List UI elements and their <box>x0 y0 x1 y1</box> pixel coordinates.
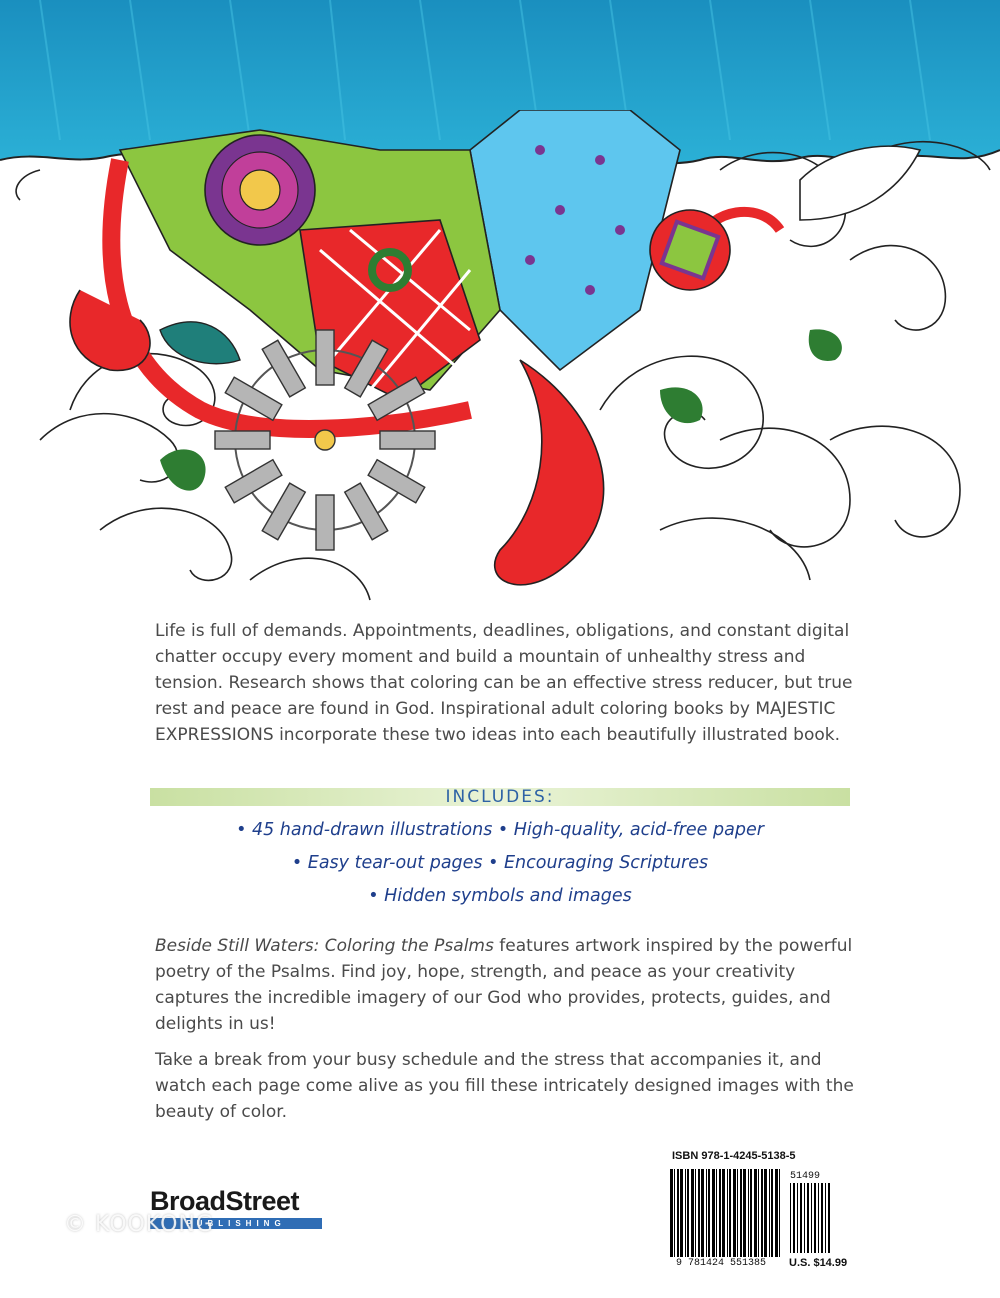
includes-line: • Hidden symbols and images <box>368 886 632 906</box>
barcode-digits: 9 781424 551385 <box>676 1258 767 1269</box>
includes-title: INCLUDES: <box>445 787 555 807</box>
leaf-icon <box>800 146 920 220</box>
isbn-label: ISBN 978-1-4245-5138-5 <box>672 1150 796 1162</box>
price-label: U.S. $14.99 <box>789 1257 848 1269</box>
flower-icon <box>205 135 315 245</box>
intro-paragraph: Life is full of demands. Appointments, deadlines, obligations, and constant digital chatter occupy every moment and build a mountain of unhealthy stress and tension. Research shows that coloring can be an effective stress reducer, but true rest and peace are found in God. Inspirational adult coloring books by MAJESTIC EXPRESSIONS incorporate these two ideas into each beautifully illustrated book. <box>155 621 853 745</box>
publisher-name: BroadStreet <box>150 1186 300 1216</box>
closing-paragraph: Take a break from your busy schedule and the stress that accompanies it, and watch each page come alive as you fill these intricately designed images with the beauty of color. <box>155 1050 854 1122</box>
watermark: © KOOKONG <box>64 1212 214 1237</box>
description-text: features artwork inspired by the powerful poetry of the Psalms. Find joy, hope, strength, and peace as your creativity captures the incredible imagery of our God who provides, protects, guides, and delights in us! <box>155 936 853 1034</box>
book-title: Beside Still Waters: Coloring the Psalms <box>155 936 494 956</box>
description-paragraph <box>155 933 855 1037</box>
barcode-addon: 51499 <box>790 1171 821 1182</box>
includes-line: • Easy tear-out pages • Encouraging Scriptures <box>291 853 709 873</box>
publisher-subtitle: PUBLISHING <box>150 1218 322 1229</box>
coloring-illustration <box>0 110 1000 610</box>
includes-line: • 45 hand-drawn illustrations • High-quality, acid-free paper <box>236 820 764 840</box>
